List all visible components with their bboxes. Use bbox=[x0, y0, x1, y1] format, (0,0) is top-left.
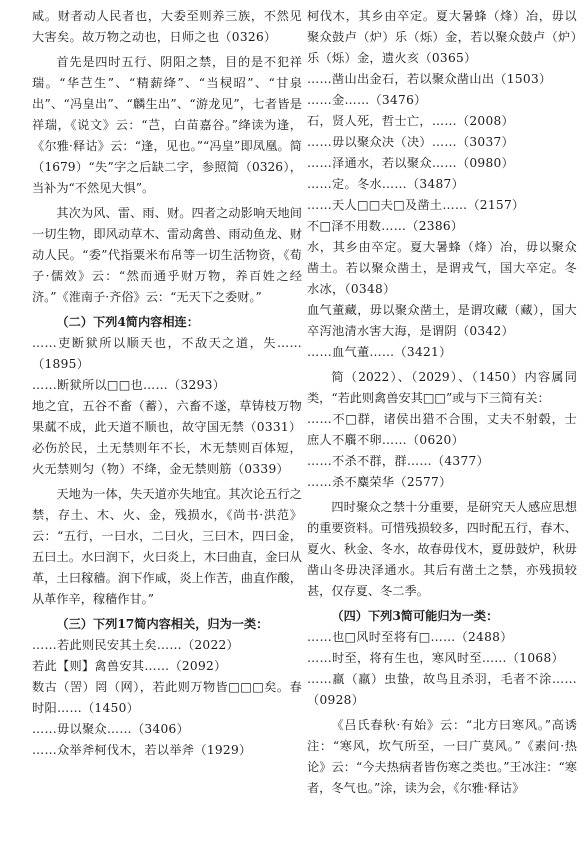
quoted-slip-text: 若此【则】禽兽安其……（2092） bbox=[32, 659, 227, 673]
section-heading: （二）下列4简内容相连： bbox=[56, 315, 199, 329]
quoted-slip-text: ……羸（羸）虫蛰，故鸟且杀羽，毛者不涂……（0928） bbox=[307, 672, 577, 707]
section-heading: （三）下列17简内容相关，归为一类： bbox=[56, 617, 269, 631]
quoted-slip-text: ……天人□□夫□及凿土……（2157） bbox=[307, 198, 525, 212]
quoted-slip-text: 必伤於民，土无禁则年不长，木无禁则百体短，火无禁则匀（物）不绛，金无禁则筋（0339） bbox=[32, 441, 302, 476]
body-paragraph: 天地为一体，失天道亦失地宜。其次论五行之禁，存土、木、火、金，残损水，《尚书·洪范》云：“五行，一曰水，二曰火，三曰木，四曰金，五曰土。水曰润下，火曰炎上，木曰曲直，金曰从革，土曰稼穑。润下作咸，炎上作苦，曲直作酸，从革作辛，稼穑作甘。” bbox=[32, 487, 302, 606]
quoted-slip-text: ……金……（3476） bbox=[307, 93, 427, 107]
quoted-slip-text: ……不□群，诸侯出猎不合围，丈夫不射毂，士庶人不麛不卵……（0620） bbox=[307, 412, 577, 447]
quoted-slip-text: ……吏断狱所以顺天也，不敌天之道，失……（1895） bbox=[32, 336, 302, 371]
quoted-slip-text: 咸。财者动人民者也，大委至则养三族，不然见大害矣。故万物之动也，日师之也（0326） bbox=[32, 9, 302, 44]
right-column bbox=[307, 6, 577, 799]
body-paragraph: 四时聚众之禁十分重要，是研究天人感应思想的重要资料。可惜残损较多，四时配五行，春木、夏火、秋金、冬水，故春毋伐木，夏毋鼓炉，秋毋凿山冬毋决泽通水。其后有凿土之禁，亦残损较甚，仅存夏、冬二季。 bbox=[307, 500, 577, 598]
body-paragraph: 简（2022）、（2029）、（1450）内容属同类，“若此则禽兽安其□□”或与下三简有关： bbox=[307, 370, 577, 405]
quoted-slip-text: ……血气董……（3421） bbox=[307, 345, 452, 359]
quoted-slip-text: ……毋以聚众……（3406） bbox=[32, 722, 190, 736]
quoted-slip-text: 石，贤人死，哲士亡，……（2008） bbox=[307, 114, 515, 128]
quoted-slip-text: 不□泽不用数……（2386） bbox=[307, 219, 464, 233]
quoted-slip-text: ……时至，将有生也，寒风时至……（1068） bbox=[307, 651, 564, 665]
left-column bbox=[32, 6, 302, 761]
quoted-slip-text: ……众举斧柯伐木，若以举斧（1929） bbox=[32, 743, 252, 757]
quoted-slip-text: 血气董藏，毋以聚众凿土，是谓攻藏（藏），国大卒泻池清水害大海，是谓阴（0342） bbox=[307, 303, 577, 338]
quoted-slip-text: ……若此则民安其土矣……（2022） bbox=[32, 638, 240, 652]
quoted-slip-text: ……不杀不群，群……（4377） bbox=[307, 454, 490, 468]
body-paragraph: 其次为风、雷、雨、财。四者之动影响天地间一切生物，即风动草木、雷动禽兽、雨动鱼龙、财动人民。“委”代指粟米布帛等一切生活物资，《荀子·儒效》云：“然而通乎财万物，养百姓之经济。”《淮南子·齐俗》云：“无天下之委财。” bbox=[32, 206, 302, 304]
quoted-slip-text: ……也□风时至将有□……（2488） bbox=[307, 630, 513, 644]
quoted-slip-text: ……定。冬水……（3487） bbox=[307, 177, 465, 191]
quoted-slip-text: ……杀不麋荣华（2577） bbox=[307, 475, 452, 489]
quoted-slip-text: 地之宜，五谷不畜（蓄），六畜不遂，草铸枝万物果蓏不成，此天道不顺也，故守国无禁（0331） bbox=[32, 399, 302, 434]
body-paragraph: 《吕氏春秋·有始》云：“北方曰寒风。”高诱注：“寒风，坎气所至，一曰广莫风。”《素问·热论》云：“今夫热病者皆伤寒之类也。”王冰注：“寒者，冬气也。”涂，读为会，《尔雅·释诂》 bbox=[307, 718, 577, 795]
quoted-slip-text: 数古（罟）罔（网），若此则万物皆□□□矣。春时阳……（1450） bbox=[32, 680, 302, 715]
quoted-slip-text: ……断狱所以□□也……（3293） bbox=[32, 378, 226, 392]
quoted-slip-text: ……毋以聚众决（决）……（3037） bbox=[307, 135, 515, 149]
quoted-slip-text: 柯伐木，其乡由卒定。夏大暑蜂（烽）冶，毋以聚众鼓卢（炉）乐（烁）金，若以聚众鼓卢（炉）乐（烁）金，遗火亥（0365） bbox=[307, 9, 577, 65]
body-paragraph: 首先是四时五行、阴阳之禁，目的是不犯祥瑞。“华芑生”、“精薪绛”、“当棂昭”、“甘泉出”、“冯皇出”、“麟生出”、“游龙见”，七者皆是祥瑞，《说文》云：“芑，白苗嘉谷。”绛读为逢，《尔雅·释诂》云：“逢，见也。”“冯皇”即凤凰。简（1679）“失”字之后缺二字，参照简（0326），当补为“不然见大惧”。 bbox=[32, 55, 302, 195]
section-heading: （四）下列3简可能归为一类： bbox=[331, 609, 499, 623]
quoted-slip-text: 水，其乡由卒定。夏大暑蜂（烽）冶，毋以聚众凿土。若以聚众凿土，是谓戎气，国大卒定。冬水冰，（0348） bbox=[307, 240, 577, 296]
quoted-slip-text: ……凿山出金石，若以聚众凿山出（1503） bbox=[307, 72, 552, 86]
quoted-slip-text: ……泽通水，若以聚众……（0980） bbox=[307, 156, 515, 170]
